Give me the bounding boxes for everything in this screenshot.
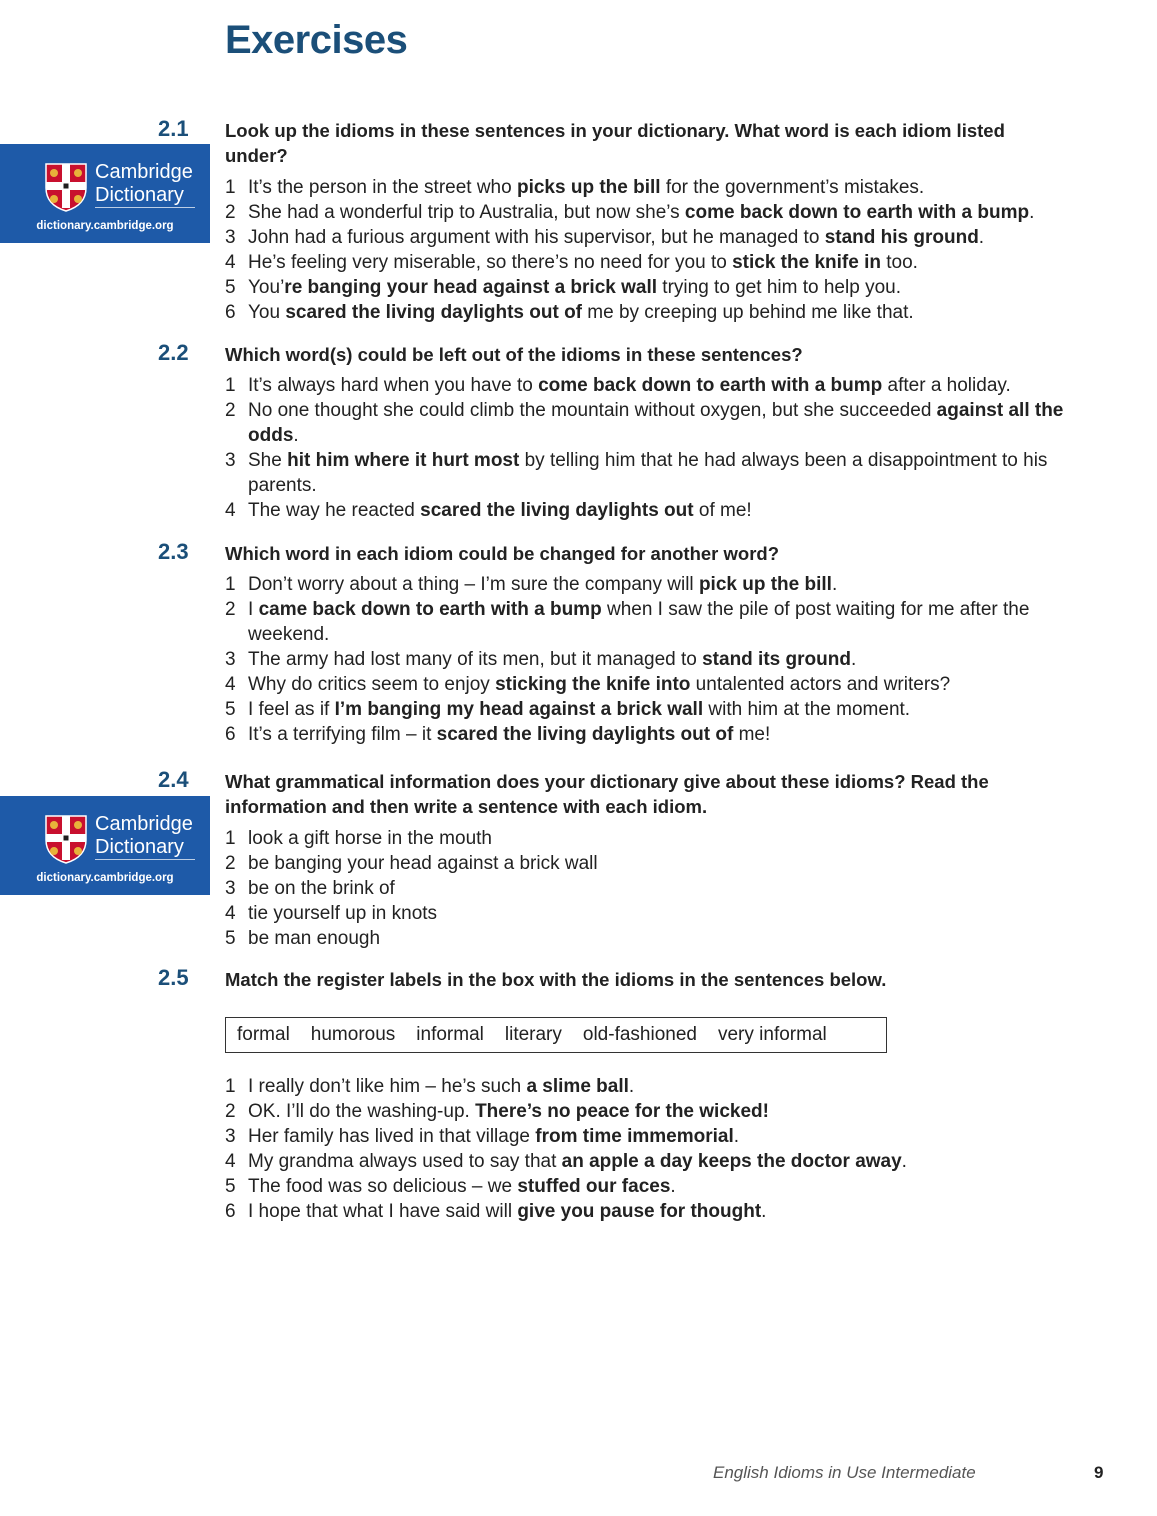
- cambridge-crest-icon: [44, 814, 88, 864]
- item-text: .: [831, 574, 838, 595]
- item-number: 3: [225, 878, 236, 899]
- idiom-text: stuffed our faces: [517, 1176, 671, 1197]
- item-text: trying to get him to help you.: [657, 277, 901, 298]
- idiom-text: There’s no peace for the wicked!: [475, 1101, 769, 1122]
- item-text: He’s feeling very miserable, so there’s no need for you to: [248, 252, 733, 273]
- item-text: for the government’s mistakes.: [660, 177, 925, 198]
- box-word: old-fashioned: [582, 1024, 697, 1045]
- idiom-text: re banging your head against a brick wall: [284, 277, 658, 298]
- item-text: I feel as if: [248, 699, 335, 720]
- page-title: Exercises: [225, 18, 408, 62]
- list-item: [225, 851, 1075, 876]
- item-text: me by creeping up behind me like that.: [582, 302, 914, 323]
- list-item: [225, 275, 1075, 300]
- item-number: 2: [225, 1101, 236, 1122]
- box-word: very informal: [717, 1024, 827, 1045]
- item-number: 6: [225, 1201, 236, 1222]
- item-number: 3: [225, 1126, 236, 1147]
- item-text: The army had lost many of its men, but it managed to: [248, 649, 703, 670]
- item-text: .: [978, 227, 985, 248]
- badge-name: [95, 813, 193, 859]
- idiom-text: pick up the bill: [698, 574, 832, 595]
- list-item: [225, 1174, 1075, 1199]
- list-item: [225, 1124, 1075, 1149]
- item-text: be banging your head against a brick wall: [248, 853, 598, 874]
- item-text: of me!: [693, 500, 752, 521]
- list-item: [225, 225, 1075, 250]
- item-number: 1: [225, 828, 236, 849]
- idiom-text: come back down to earth with a bump: [538, 375, 883, 396]
- item-text: My grandma always used to say that: [248, 1151, 562, 1172]
- item-text: It’s the person in the street who: [248, 177, 517, 198]
- badge-divider: [95, 859, 195, 860]
- idiom-text: picks up the bill: [516, 177, 661, 198]
- item-text: Don’t worry about a thing – I’m sure the company will: [248, 574, 699, 595]
- item-text: I: [248, 599, 259, 620]
- item-list: [225, 373, 1075, 523]
- cambridge-dictionary-badge[interactable]: [0, 144, 210, 243]
- exercise-number: 2.2: [158, 340, 189, 365]
- item-text: .: [293, 425, 299, 446]
- item-text: look a gift horse in the mouth: [248, 828, 492, 849]
- list-item: [225, 926, 1075, 951]
- box-word: informal: [416, 1024, 484, 1045]
- idiom-text: scared the living daylights out: [420, 500, 694, 521]
- list-item: [225, 200, 1075, 225]
- idiom-text: a slime ball: [526, 1076, 629, 1097]
- page-number: 9: [1094, 1463, 1104, 1482]
- item-text: .: [901, 1151, 907, 1172]
- item-text: OK. I’ll do the washing-up.: [248, 1101, 476, 1122]
- item-text: She had a wonderful trip to Australia, but now she’s: [248, 202, 685, 223]
- item-text: .: [1029, 202, 1035, 223]
- item-number: 4: [225, 500, 236, 521]
- badge-line2: Dictionary: [95, 836, 184, 858]
- item-number: 6: [225, 302, 236, 323]
- box-word: formal: [237, 1024, 290, 1045]
- item-text: .: [733, 1126, 740, 1147]
- exercise-number: 2.5: [158, 965, 189, 990]
- idiom-text: sticking the knife into: [495, 674, 691, 695]
- exercise-number: 2.3: [158, 539, 189, 564]
- list-item: [225, 572, 1075, 597]
- item-number: 6: [225, 724, 236, 745]
- badge-url: dictionary.cambridge.org: [36, 220, 174, 232]
- list-item: [225, 498, 1075, 523]
- item-text: .: [850, 649, 857, 670]
- item-number: 4: [225, 674, 236, 695]
- item-text: be man enough: [248, 928, 381, 949]
- box-word: humorous: [310, 1024, 396, 1045]
- item-number: 5: [225, 277, 236, 298]
- item-text: You’: [248, 277, 285, 298]
- idiom-text: hit him where it hurt most: [287, 450, 520, 471]
- list-item: [225, 826, 1075, 851]
- idiom-text: come back down to earth with a bump: [684, 202, 1030, 223]
- list-item: [225, 398, 1075, 448]
- exercise-instruction: Match the register labels in the box with the idioms in the sentences below.: [225, 969, 887, 990]
- idiom-text: from time immemorial: [535, 1126, 734, 1147]
- list-item: [225, 697, 1075, 722]
- item-text: The way he reacted: [248, 500, 421, 521]
- item-text: when I saw the pile of post waiting for me after the weekend.: [248, 599, 1030, 645]
- item-text: .: [761, 1201, 767, 1222]
- badge-url: dictionary.cambridge.org: [36, 872, 174, 884]
- list-item: [225, 722, 1075, 747]
- register-word-box: [225, 1017, 887, 1053]
- item-number: 1: [225, 177, 236, 198]
- badge-line1: Cambridge: [95, 161, 193, 183]
- item-number: 5: [225, 1176, 236, 1197]
- list-item: [225, 1149, 1075, 1174]
- exercise-instruction: Which word in each idiom could be changed for another word?: [225, 543, 779, 564]
- item-number: 2: [225, 202, 236, 223]
- idiom-text: give you pause for thought: [517, 1201, 762, 1222]
- box-word: literary: [504, 1024, 562, 1045]
- item-list: [225, 1074, 1075, 1224]
- idiom-text: against all the odds: [248, 400, 1064, 446]
- cambridge-dictionary-badge[interactable]: [0, 796, 210, 895]
- item-number: 3: [225, 227, 236, 248]
- list-item: [225, 448, 1075, 498]
- list-item: [225, 876, 1075, 901]
- list-item: [225, 901, 1075, 926]
- item-text: me!: [733, 724, 771, 745]
- item-number: 4: [225, 903, 236, 924]
- item-text: with him at the moment.: [703, 699, 911, 720]
- idiom-text: stand its ground: [702, 649, 851, 670]
- item-number: 5: [225, 699, 236, 720]
- item-text: It’s always hard when you have to: [248, 375, 539, 396]
- badge-name: [95, 161, 193, 207]
- item-number: 4: [225, 252, 236, 273]
- item-text: Why do critics seem to enjoy: [248, 674, 496, 695]
- exercise-number: 2.4: [158, 767, 189, 792]
- idiom-text: stick the knife in: [732, 252, 881, 273]
- exercise-instruction: Look up the idioms in these sentences in your dictionary. What word is each idiom listed under?: [225, 120, 1005, 166]
- idiom-text: came back down to earth with a bump: [258, 599, 602, 620]
- cambridge-crest-icon: [44, 162, 88, 212]
- list-item: [225, 672, 1075, 697]
- footer-book-title: English Idioms in Use Intermediate: [713, 1463, 976, 1482]
- idiom-text: an apple a day keeps the doctor away: [561, 1151, 902, 1172]
- idiom-text: scared the living daylights out of: [285, 302, 582, 323]
- item-list: [225, 826, 1075, 951]
- item-text: I really don’t like him – he’s such: [248, 1076, 527, 1097]
- list-item: [225, 373, 1075, 398]
- item-number: 3: [225, 450, 236, 471]
- exercise-number: 2.1: [158, 116, 189, 141]
- idiom-text: stand his ground: [824, 227, 979, 248]
- item-number: 4: [225, 1151, 236, 1172]
- item-text: .: [628, 1076, 635, 1097]
- item-text: The food was so delicious – we: [248, 1176, 518, 1197]
- item-text: after a holiday.: [882, 375, 1011, 396]
- item-number: 1: [225, 375, 236, 396]
- idiom-text: scared the living daylights out of: [436, 724, 734, 745]
- item-text: .: [670, 1176, 676, 1197]
- item-text: John had a furious argument with his supervisor, but he managed to: [248, 227, 825, 248]
- exercise-instruction: What grammatical information does your dictionary give about these idioms? Read the information and then write a sentence with each idiom.: [225, 771, 989, 817]
- item-number: 1: [225, 1076, 236, 1097]
- item-number: 2: [225, 599, 236, 620]
- item-text: It’s a terrifying film – it: [248, 724, 437, 745]
- list-item: [225, 597, 1075, 647]
- item-text: be on the brink of: [248, 878, 395, 899]
- item-text: untalented actors and writers?: [690, 674, 951, 695]
- item-number: 2: [225, 853, 236, 874]
- list-item: [225, 300, 1075, 325]
- idiom-text: I’m banging my head against a brick wall: [334, 699, 704, 720]
- item-text: No one thought she could climb the mountain without oxygen, but she succeeded: [248, 400, 937, 421]
- list-item: [225, 1099, 1075, 1124]
- exercise-instruction: Which word(s) could be left out of the idioms in these sentences?: [225, 344, 803, 365]
- item-number: 1: [225, 574, 236, 595]
- badge-line2: Dictionary: [95, 184, 184, 206]
- item-text: Her family has lived in that village: [248, 1126, 536, 1147]
- item-number: 5: [225, 928, 236, 949]
- item-text: You: [248, 302, 286, 323]
- item-text: I hope that what I have said will: [248, 1201, 518, 1222]
- list-item: [225, 250, 1075, 275]
- item-text: tie yourself up in knots: [248, 903, 438, 924]
- list-item: [225, 1074, 1075, 1099]
- list-item: [225, 647, 1075, 672]
- item-number: 3: [225, 649, 236, 670]
- item-list: [225, 175, 1075, 325]
- item-text: by telling him that he had always been a disappointment to his parents.: [248, 450, 1048, 496]
- list-item: [225, 175, 1075, 200]
- badge-divider: [95, 207, 195, 208]
- item-list: [225, 572, 1075, 747]
- item-number: 2: [225, 400, 236, 421]
- item-text: too.: [880, 252, 918, 273]
- list-item: [225, 1199, 1075, 1224]
- badge-line1: Cambridge: [95, 813, 193, 835]
- item-text: She: [248, 450, 288, 471]
